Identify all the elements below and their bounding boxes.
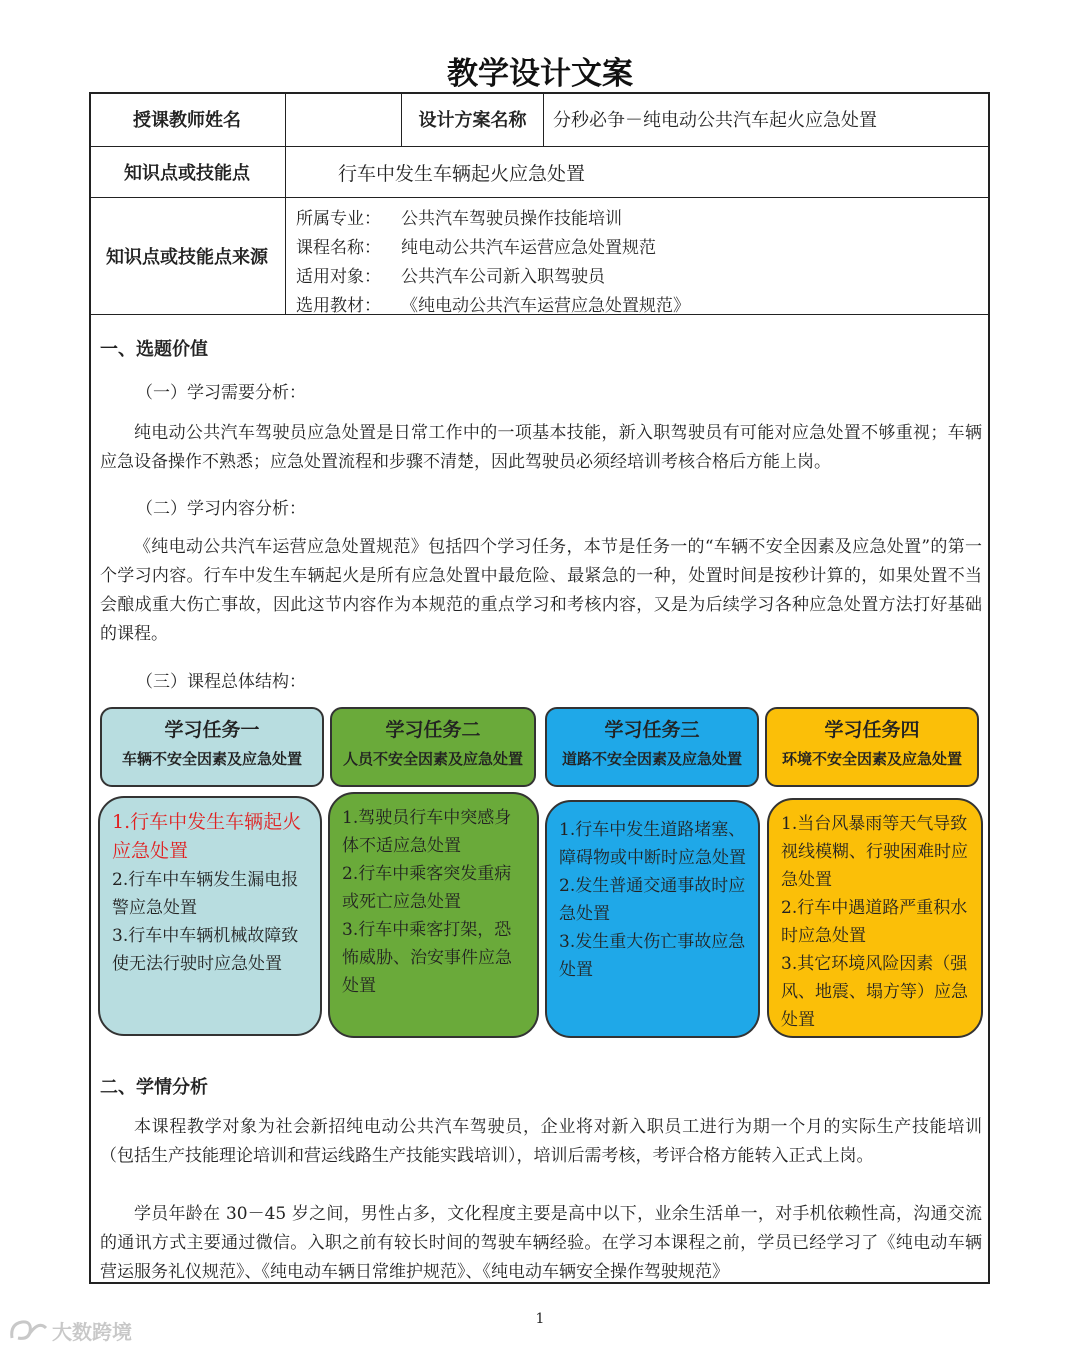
task-item: 1.当台风暴雨等天气导致视线模糊、行驶困难时应急处置 <box>781 814 968 890</box>
task-item: 3.发生重大伤亡事故应急处置 <box>559 932 746 980</box>
task-details-1 <box>98 796 322 1036</box>
design-name-label: 设计方案名称 <box>418 110 527 131</box>
task-item: 2.行车中乘客突发重病或死亡应急处置 <box>342 864 512 912</box>
teacher-name-value <box>286 92 401 146</box>
paragraph-learner-profile: 学员年龄在 30－45 岁之间，男性占多，文化程度主要是高中以下，业余生活单一，对手机依赖性高，沟通交流的通讯方式主要通过微信。入职之前有较长时间的驾驶车辆经验。在学习本课程之前，学员已经学习了《纯电动车辆营运服务礼仪规范》、《纯电动车辆日常维护规范》、《纯电动车辆安全操作驾驶规范》 <box>100 1204 982 1282</box>
task-item: 3.行车中乘客打架，恐怖威胁、治安事件应急处置 <box>342 920 512 996</box>
task-subtitle: 人员不安全因素及应急处置 <box>342 750 523 768</box>
task-title: 学习任务四 <box>824 719 920 741</box>
task-item: 2.发生普通交通事故时应急处置 <box>559 876 746 924</box>
knowledge-source-label: 知识点或技能点来源 <box>106 247 268 268</box>
subsection-learning-needs: （一）学习需要分析： <box>136 383 306 403</box>
task-item: 3.其它环境风险因素（强风、地震、塌方等）应急处置 <box>781 954 968 1030</box>
watermark-logo-icon <box>8 1318 48 1344</box>
task-title: 学习任务一 <box>164 719 260 741</box>
knowledge-point-label: 知识点或技能点 <box>124 163 250 184</box>
section-title-topic-value: 一、选题价值 <box>100 339 208 360</box>
task-subtitle: 道路不安全因素及应急处置 <box>561 750 742 768</box>
task-details-3 <box>545 800 760 1038</box>
task-item: 3.行车中车辆机械故障致使无法行驶时应急处置 <box>112 926 299 974</box>
paragraph-learner-target: 本课程教学对象为社会新招纯电动公共汽车驾驶员，企业将对新入职员工进行为期一个月的实际生产技能培训（包括生产技能理论培训和营运线路生产技能实践培训），培训后需考核，考评合格方能转入正式上岗。 <box>100 1117 982 1166</box>
task-subtitle: 车辆不安全因素及应急处置 <box>121 750 302 768</box>
design-name-value: 分秒必争－纯电动公共汽车起火应急处置 <box>553 110 877 131</box>
task-item: 1.驾驶员行车中突感身体不适应急处置 <box>342 808 512 856</box>
source-line-major: 所属专业： 公共汽车驾驶员操作技能培训 <box>296 209 622 229</box>
task-title: 学习任务二 <box>385 719 481 741</box>
task-item: 2.行车中遇道路严重积水时应急处置 <box>781 898 968 946</box>
task-item: 2.行车中车辆发生漏电报警应急处置 <box>112 870 299 918</box>
source-line-audience: 适用对象： 公共汽车公司新入职驾驶员 <box>296 267 605 287</box>
task-header-1 <box>100 707 324 787</box>
task-header-3 <box>545 707 759 787</box>
document-title: 教学设计文案 <box>447 56 633 92</box>
paragraph-learning-content: 《纯电动公共汽车运营应急处置规范》包括四个学习任务，本节是任务一的“车辆不安全因素及应急处置”的第一个学习内容。行车中发生车辆起火是所有应急处置中最危险、最紧急的一种，处置时间是按秒计算的，如果处置不当会酿成重大伤亡事故，因此这节内容作为本规范的重点学习和考核内容，又是为后续学习各种应急处置方法打好基础的课程。 <box>100 537 982 644</box>
section-title-learner-analysis: 二、学情分析 <box>100 1077 208 1098</box>
teacher-name-label: 授课教师姓名 <box>133 110 241 131</box>
paragraph-learning-needs: 纯电动公共汽车驾驶员应急处置是日常工作中的一项基本技能，新入职驾驶员有可能对应急处置不够重视；车辆应急设备操作不熟悉；应急处置流程和步骤不清楚，因此驾驶员必须经培训考核合格后方能上岗。 <box>100 423 982 472</box>
source-line-textbook: 选用教材： 《纯电动公共汽车运营应急处置规范》 <box>296 296 690 316</box>
task-details-4 <box>767 798 983 1038</box>
watermark <box>8 1316 132 1345</box>
watermark-text: 大数跨境 <box>52 1320 132 1344</box>
task-header-4 <box>765 707 979 787</box>
subsection-learning-content: （二）学习内容分析： <box>136 499 306 519</box>
source-line-course: 课程名称： 纯电动公共汽车运营应急处置规范 <box>296 238 656 258</box>
task-details-2 <box>328 792 539 1038</box>
table-divider <box>543 92 544 146</box>
task-title: 学习任务三 <box>604 719 700 741</box>
task-subtitle: 环境不安全因素及应急处置 <box>781 750 962 768</box>
task-item: 1.行车中发生道路堵塞、障碍物或中断时应急处置 <box>559 820 746 868</box>
page-number: 1 <box>535 1311 545 1327</box>
subsection-course-structure: （三）课程总体结构： <box>136 672 306 692</box>
task-header-2 <box>330 707 536 787</box>
knowledge-point-value: 行车中发生车辆起火应急处置 <box>338 162 586 185</box>
task-item-highlighted: 1.行车中发生车辆起火应急处置 <box>112 811 302 862</box>
